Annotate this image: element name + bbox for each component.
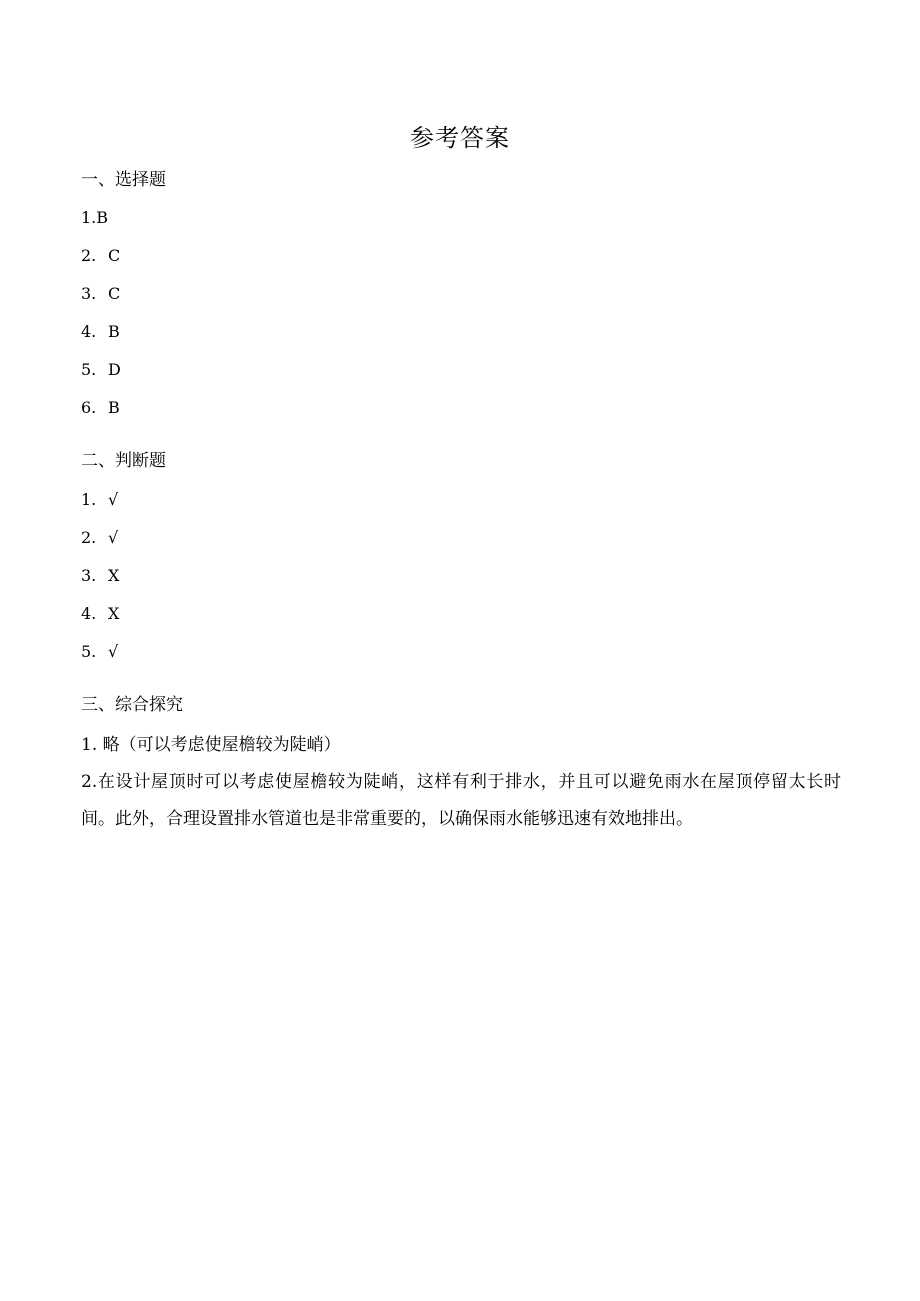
page-title: 参考答案 [410,124,510,152]
inquiry-answer-1: 1. 略（可以考虑使屋檐较为陡峭） [81,735,341,755]
choice-answer-5 [81,359,121,381]
answer-value: D [108,360,121,379]
answer-number: 1. [81,490,97,509]
answer-value: B [96,208,109,227]
choice-answer-1 [81,207,108,229]
answer-value: C [108,246,121,265]
answer-value: B [108,398,120,417]
answer-value: √ [108,490,119,509]
answer-value: C [108,284,121,303]
answer-number: 1. [81,208,97,227]
answer-value: X [108,604,120,623]
judge-answer-1 [81,489,118,511]
choice-answer-3 [81,283,120,305]
answer-number: 6. [81,398,97,417]
choice-answer-2 [81,245,120,267]
section-heading-inquiry: 三、综合探究 [81,695,183,715]
inquiry-answer-2: 2.在设计屋顶时可以考虑使屋檐较为陡峭，这样有利于排水，并且可以避免雨水在屋顶停留太长时间。此外，合理设置排水管道也是非常重要的，以确保雨水能够迅速有效地排出。 [81,772,841,829]
judge-answer-2 [81,527,118,549]
judge-answer-3 [81,565,119,587]
answer-number: 4. [81,604,97,623]
answer-value: √ [108,528,119,547]
answer-value: B [108,322,120,341]
judge-answer-4 [81,603,119,625]
answer-number: 5. [81,360,97,379]
choice-answer-6 [81,397,120,419]
answer-number: 2. [81,246,97,265]
answer-number: 3. [81,284,97,303]
choice-answer-4 [81,321,120,343]
answer-number: 3. [81,566,97,585]
answer-value: X [108,566,120,585]
section-heading-judge: 二、判断题 [81,451,166,471]
answer-number: 2. [81,528,97,547]
answer-number: 5. [81,642,97,661]
answer-number: 4. [81,322,97,341]
judge-answer-5 [81,641,118,663]
answer-value: √ [108,642,119,661]
section-heading-choice: 一、选择题 [81,170,166,190]
